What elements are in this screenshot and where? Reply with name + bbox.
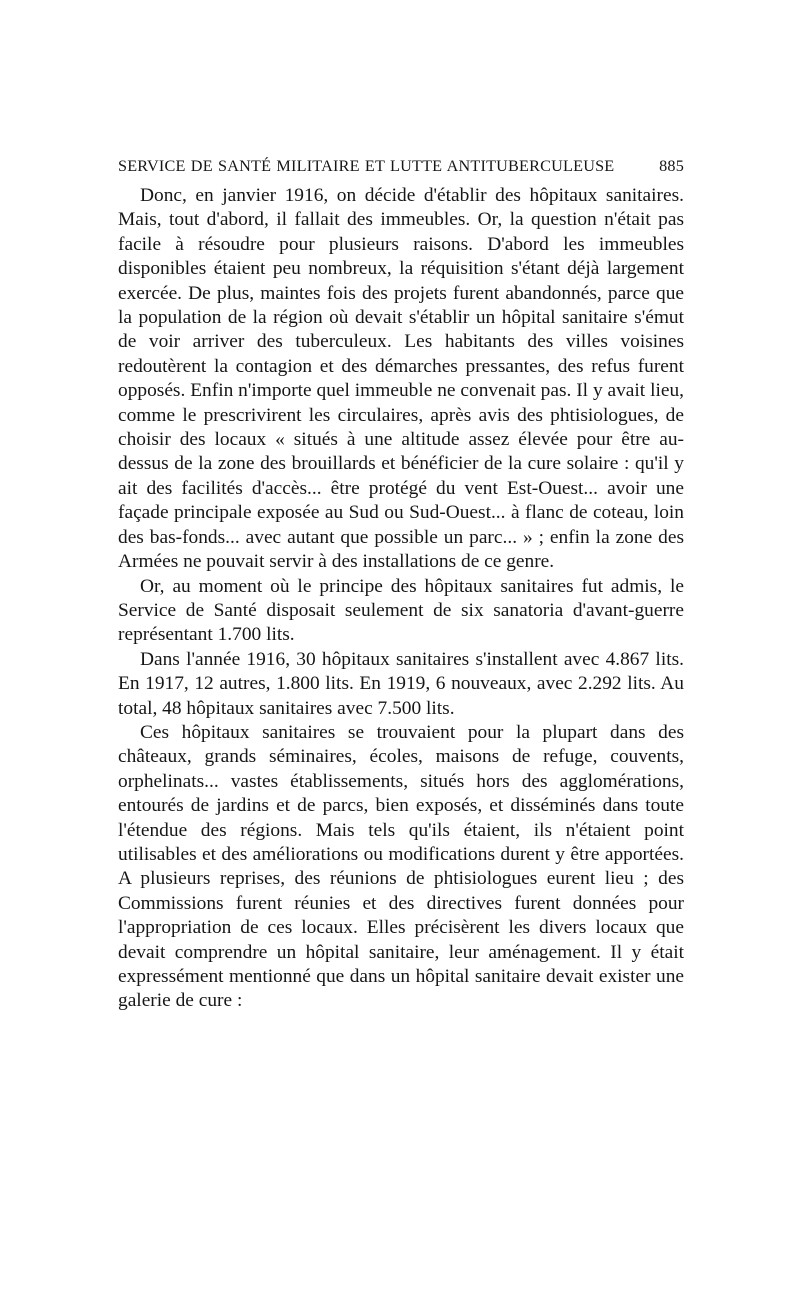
paragraph: Or, au moment où le principe des hôpitaux sanitaires fut admis, le Service de Santé disposait seulement de six sanatoria d'avant-guerre représentant 1.700 lits. xyxy=(118,575,684,646)
paragraph: Dans l'année 1916, 30 hôpitaux sanitaires s'installent avec 4.867 lits. En 1917, 12 autres, 1.800 lits. En 1919, 6 nouveaux, avec 2.292 lits. Au total, 48 hôpitaux sanitaires avec 7.500 lits. xyxy=(118,648,684,719)
body-text xyxy=(118,184,684,1014)
page-number: 885 xyxy=(659,157,684,175)
book-page xyxy=(118,157,684,1014)
running-title: SERVICE DE SANTÉ MILITAIRE ET LUTTE ANTITUBERCULEUSE xyxy=(118,157,615,175)
paragraph: Ces hôpitaux sanitaires se trouvaient pour la plupart dans des châteaux, grands séminaires, écoles, maisons de refuge, couvents, orphelinats... vastes établissements, situés hors des agglomérations, entourés de jardins et de parcs, bien exposés, et disséminés dans toute l'étendue des régions. Mais tels qu'ils étaient, ils n'étaient point utilisables et des améliorations ou modifications durent y être apportées. A plusieurs reprises, des réunions de phtisiologues eurent lieu ; des Commissions furent réunies et des directives furent données pour l'appropriation de ces locaux. Elles précisèrent les divers locaux que devait comprendre un hôpital sanitaire, leur aménagement. Il y était expressément mentionné que dans un hôpital sanitaire devait exister une galerie de cure : xyxy=(118,721,684,1012)
paragraph: Donc, en janvier 1916, on décide d'établir des hôpitaux sanitaires. Mais, tout d'abord, il fallait des immeubles. Or, la question n'était pas facile à résoudre pour plusieurs raisons. D'abord les immeubles disponibles étaient peu nombreux, la réquisition s'étant déjà largement exercée. De plus, maintes fois des projets furent abandonnés, parce que la population de la région où devait s'établir un hôpital sanitaire s'émut de voir arriver des tuberculeux. Les habitants des villes voisines redoutèrent la contagion et des démarches pressantes, des refus furent opposés. Enfin n'importe quel immeuble ne convenait pas. Il y avait lieu, comme le prescrivirent les circulaires, après avis des phtisiologues, de choisir des locaux « situés à une altitude assez élevée pour être au-dessus de la zone des brouillards et bénéficier de la cure solaire : qu'il y ait des facilités d'accès... être protégé du vent Est-Ouest... avoir une façade principale exposée au Sud ou Sud-Ouest... à flanc de coteau, loin des bas-fonds... avec autant que possible un parc... » ; enfin la zone des Armées ne pouvait servir à des installations de ce genre. xyxy=(118,185,684,573)
running-header xyxy=(118,157,684,176)
